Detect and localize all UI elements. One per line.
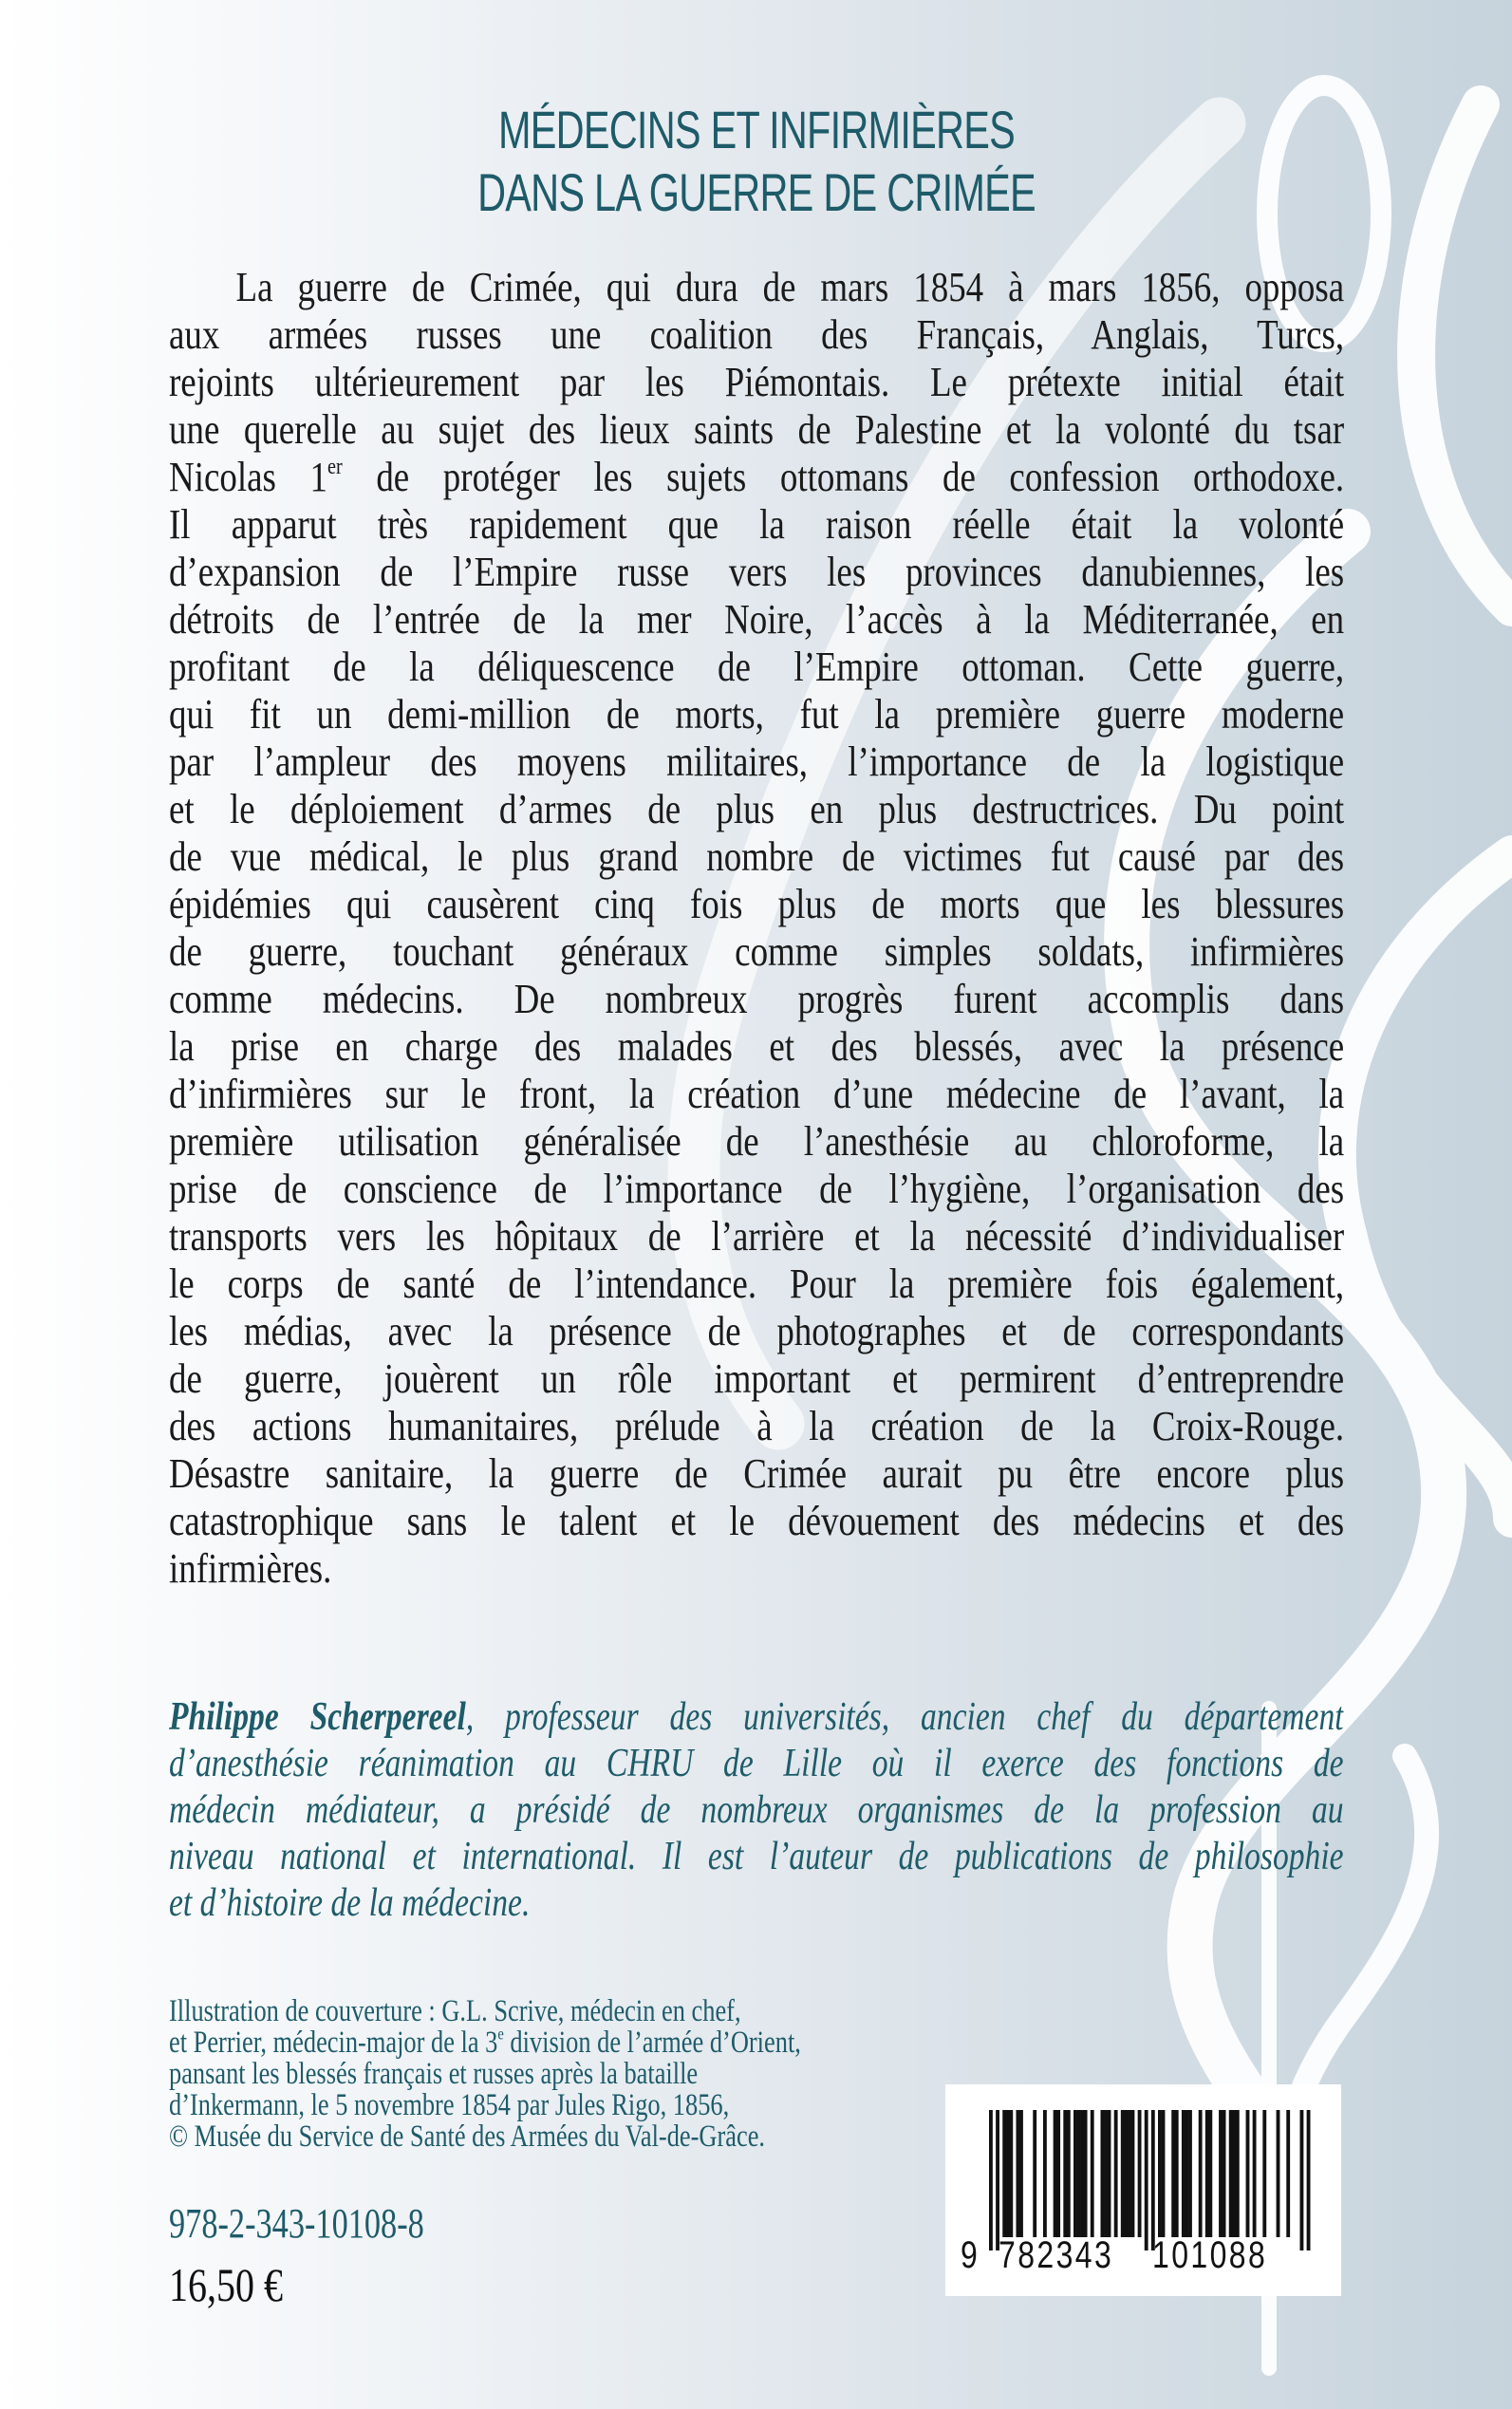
body-line: Il apparut très rapidement que la raison réelle était la volonté [169,501,1345,548]
body-line: Désastre sanitaire, la guerre de Crimée aurait pu être encore plus [169,1450,1345,1497]
barcode-bar [1199,2110,1203,2237]
author-line: niveau national et international. Il est l’auteur de publications de philosophie [169,1835,1344,1878]
barcode-bar [1223,2110,1226,2237]
barcode-bar [1033,2110,1036,2237]
barcode-bar [1162,2110,1166,2237]
author-text: , professeur des universités, ancien chef du département [465,1695,1344,1739]
body-line: détroits de l’entrée de la mer Noire, l’accès à la Méditerranée, en [169,596,1345,643]
barcode-bar [1100,2110,1104,2237]
body-line: de vue médical, le plus grand nombre de victimes fut causé par des [169,833,1345,880]
author-line: médecin médiateur, a présidé de nombreux organismes de la profession au [169,1788,1344,1832]
barcode-digit-first: 9 [961,2234,980,2276]
credit-line: © Musée du Service de Santé des Armées du Val-de-Grâce. [169,2121,766,2153]
barcode-bar [1145,2110,1148,2250]
barcode-bar [1307,2110,1311,2250]
body-line: la prise en charge des malades et des blessés, avec la présence [169,1023,1345,1070]
credit-line: d’Inkermann, le 5 novembre 1854 par Jules Rigo, 1856, [169,2090,730,2121]
barcode-bar [1091,2110,1094,2237]
body-line: profitant de la déliquescence de l’Empire ottoman. Cette guerre, [169,644,1345,690]
title-line-1: MÉDECINS ET INFIRMIÈRES [497,100,1016,159]
barcode-bar [1138,2110,1142,2237]
barcode [945,2084,1341,2296]
barcode-bar [1151,2110,1155,2250]
barcode-bar [1219,2110,1223,2237]
body-line: première utilisation généralisée de l’anesthésie au chloroforme, la [169,1118,1345,1165]
body-line: des actions humanitaires, prélude à la création de la Croix-Rouge. [169,1403,1345,1449]
barcode-bar [1063,2110,1067,2237]
body-line: rejoints ultérieurement par les Piémontais. Le prétexte initial était [169,359,1345,405]
body-line: épidémies qui causèrent cinq fois plus de morts que les blessures [169,881,1345,927]
body-line: de guerre, touchant généraux comme simples soldats, infirmières [169,928,1345,975]
barcode-bar [1246,2110,1250,2237]
barcode-bar [1175,2110,1179,2237]
body-line: le corps de santé de l’intendance. Pour la première fois également, [169,1261,1345,1307]
body-text: Nicolas 1 [169,454,327,500]
barcode-bar [1084,2110,1088,2237]
barcode-digits-left: 782343 [999,2234,1114,2276]
isbn: 978-2-343-10108-8 [169,2200,424,2247]
author-bio [169,1694,1344,1927]
barcode-bar [1124,2110,1128,2237]
barcode-bar [1182,2110,1185,2237]
book-title [405,99,1108,224]
barcode-bar [1158,2110,1162,2237]
body-line: La guerre de Crimée, qui dura de mars 1854 à mars 1856, opposa [235,264,1345,310]
author-line: d’anesthésie réanimation au CHRU de Lille où il exerce des fonctions de [169,1742,1344,1785]
barcode-bar [1073,2110,1077,2237]
barcode-bar [1286,2110,1290,2237]
body-line: d’expansion de l’Empire russe vers les provinces danubiennes, les [169,549,1345,595]
barcode-bar [1016,2110,1019,2237]
barcode-bar [1019,2110,1023,2237]
body-line: une querelle au sujet des lieux saints de Palestine et la volonté du tsar [169,406,1345,453]
barcode-bar [996,2110,999,2250]
barcode-bar [1121,2110,1125,2237]
barcode-digits-right: 101088 [1152,2234,1268,2276]
body-line: prise de conscience de l’importance de l’hygiène, l’organisation des [169,1166,1345,1212]
barcode-bar [1002,2110,1006,2237]
body-line: aux armées russes une coalition des Français, Anglais, Turcs, [169,311,1345,358]
barcode-bar [1080,2110,1084,2237]
barcode-bar [1236,2110,1240,2237]
barcode-bar [1114,2110,1118,2237]
barcode-bar [1253,2110,1257,2237]
barcode-bar [1131,2110,1135,2237]
credit-line [169,2027,928,2059]
barcode-bar [1056,2110,1060,2237]
body-line: transports vers les hôpitaux de l’arrière et la nécessité d’individualiser [169,1213,1345,1260]
author-line: et d’histoire de la médecine. [169,1881,531,1925]
body-line [169,454,1344,501]
barcode-bar [1108,2110,1111,2237]
barcode-bar [1229,2110,1233,2237]
credit-sup: e [497,2027,504,2044]
body-sup: er [327,454,343,479]
body-line: de guerre, jouèrent un rôle important et permirent d’entreprendre [169,1355,1345,1402]
summary-text [169,264,1344,1593]
barcode-bar [1188,2110,1192,2237]
body-line: les médias, avec la présence de photographes et de correspondants [169,1308,1345,1354]
barcode-bar [1300,2110,1304,2250]
barcode-bar [1043,2110,1047,2237]
barcode-bar [1128,2110,1131,2237]
barcode-bar [1104,2110,1108,2237]
body-line: qui fit un demi-million de morts, fut la première guerre moderne [169,691,1345,738]
barcode-bar [1077,2110,1081,2237]
price: 16,50 € [169,2258,283,2311]
author-name: Philippe Scherpereel [169,1695,466,1739]
barcode-bar [1277,2110,1280,2237]
title-line-2: DANS LA GUERRE DE CRIMÉE [477,162,1036,222]
barcode-bar [1009,2110,1013,2237]
author-line [169,1694,1344,1741]
credit-line: Illustration de couverture : G.L. Scrive, médecin en chef, [169,1996,741,2027]
body-line: infirmières. [169,1545,332,1592]
body-line: et le déploiement d’armes de plus en plus destructrices. Du point [169,786,1345,832]
barcode-bar [1171,2110,1175,2237]
body-line: par l’ampleur des moyens militaires, l’importance de la logistique [169,738,1345,785]
body-line: catastrophique sans le talent et le dévouement des médecins et des [169,1498,1345,1544]
body-line: d’infirmières sur le front, la création d’une médecine de l’avant, la [169,1071,1345,1117]
barcode-bar [1006,2110,1010,2237]
barcode-bar [1067,2110,1071,2237]
credit-text: et Perrier, médecin-major de la 3 [169,2027,498,2059]
barcode-bar [1185,2110,1188,2237]
credit-text: division de l’armée d’Orient, [503,2027,801,2059]
body-line: comme médecins. De nombreux progrès furent accomplis dans [169,976,1345,1022]
body-text: de protéger les sujets ottomans de confession orthodoxe. [342,454,1345,500]
credit-line: pansant les blessés français et russes après la bataille [169,2059,699,2090]
barcode-bar [1205,2110,1209,2237]
barcode-bar [989,2110,993,2250]
barcode-bar [1054,2110,1057,2237]
barcode-bar [1232,2110,1236,2237]
barcode-bar [1208,2110,1212,2237]
illustration-credits [169,1996,928,2153]
barcode-bar [1262,2110,1266,2237]
